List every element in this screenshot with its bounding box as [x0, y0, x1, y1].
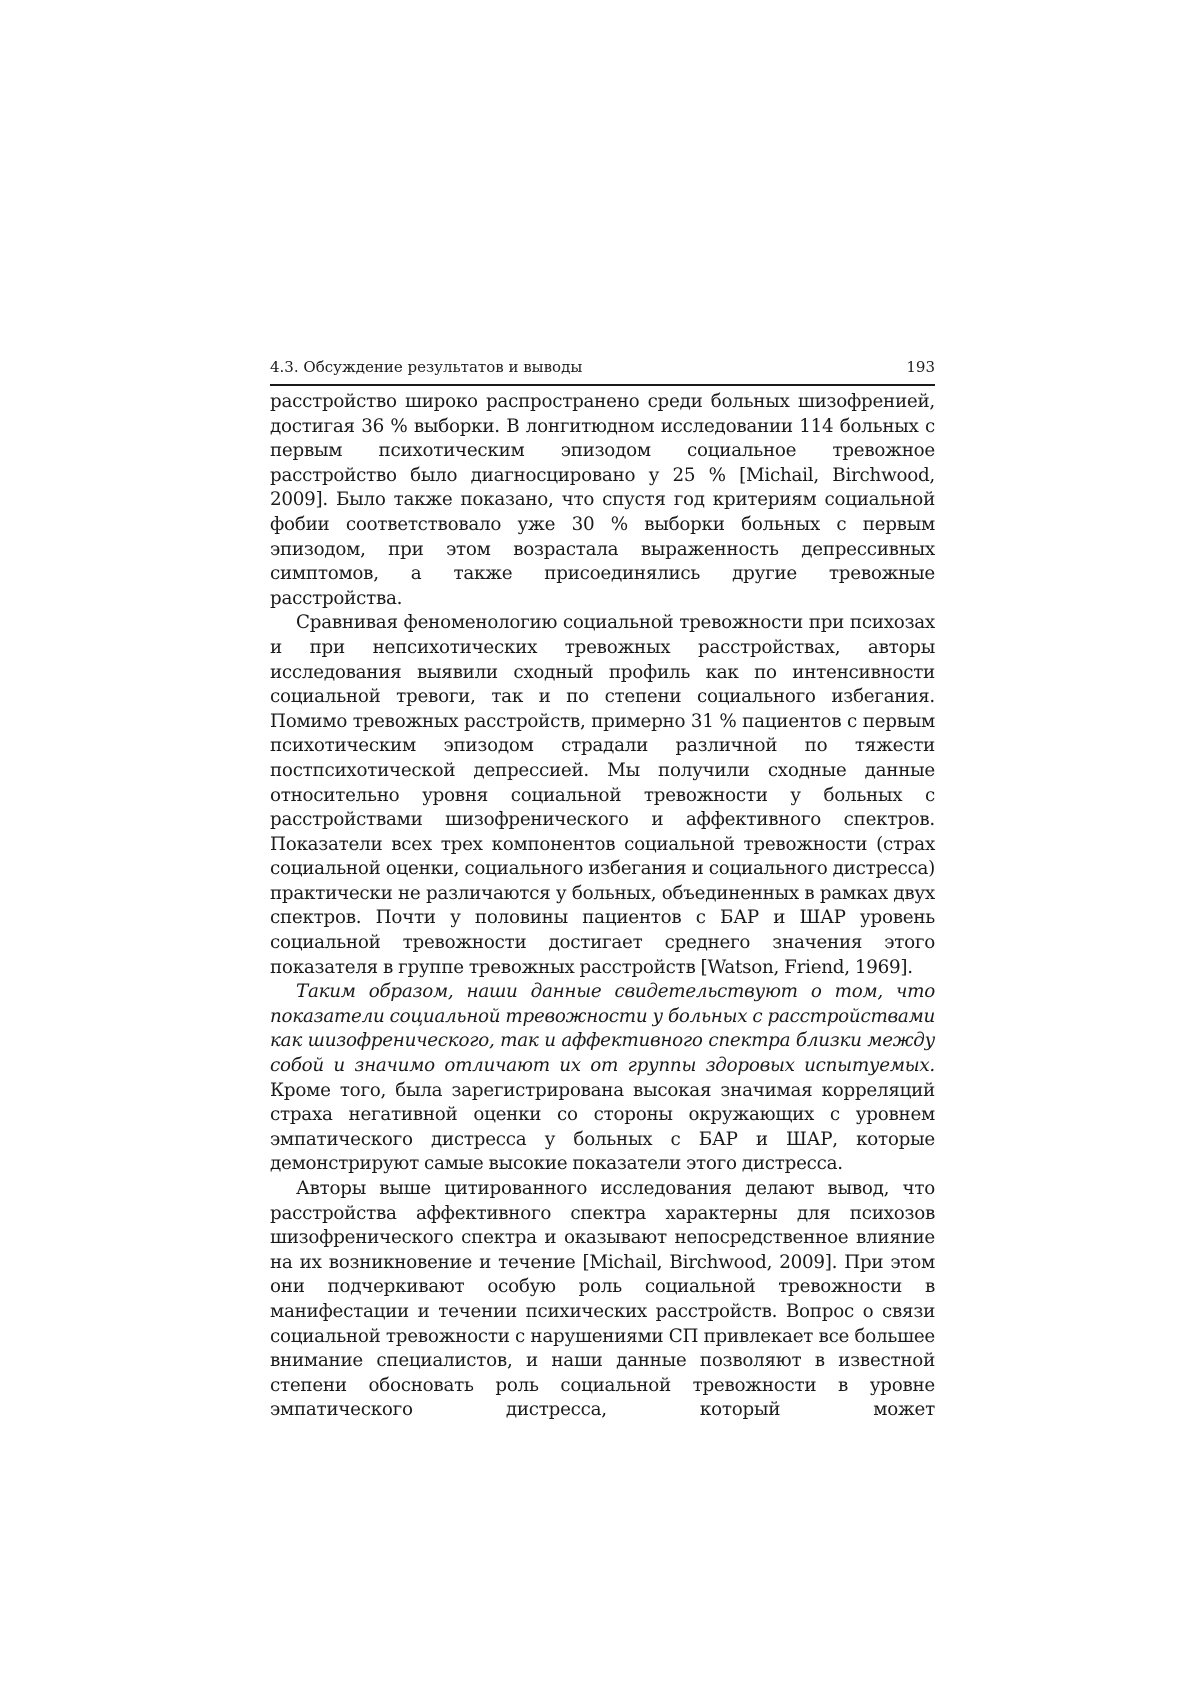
- running-header: [270, 357, 935, 386]
- paragraph-2-text: Сравнивая феноменологию социальной тревожности при психозах и при непсихотических тревожных расстройствах, авторы исследования выявили сходный профиль как по интенсивности социальной тревоги, так и по степени социального избегания. Помимо тревожных расстройств, примерно 31 % пациентов с первым психотическим эпизодом страдали различной по тяжести постпсихотической депрессией. Мы получили сходные данные относительно уровня социальной тревожности у больных с расстройствами шизофренического и аффективного спектров. Показатели всех трех компонентов социальной тревожности (страх социальной оценки, социального избегания и социального дистресса) практически не различаются у больных, объединенных в рамках двух спектров. Почти у половины пациентов с БАР и ШАР уровень социальной тревожности достигает среднего значения этого показателя в группе тревожных расстройств [Watson, Friend, 1969].: [270, 612, 935, 978]
- paragraph-3: [270, 980, 935, 1177]
- paragraph-3-text: Кроме того, была зарегистрирована высокая значимая корреляций страха негативной оценки со стороны окружающих с уровнем эмпатического дистресса у больных с БАР и ШАР, которые демонстрируют самые высокие показатели этого дистресса.: [270, 1079, 935, 1175]
- body-text: [270, 390, 935, 1423]
- section-title: 4.3. Обсуждение результатов и выводы: [270, 358, 583, 376]
- paragraph-2: [270, 611, 935, 980]
- paragraph-1: [270, 390, 935, 611]
- paragraph-4-text: Авторы выше цитированного исследования делают вывод, что расстройства аффективного спектра характерны для психозов шизофренического спектра и оказывают непосредственное влияние на их возникновение и течение [Michail, Birchwood, 2009]. При этом они подчеркивают особую роль социальной тревожности в манифестации и течении психических расстройств. Вопрос о связи социальной тревожности с нарушениями СП привлекает все большее внимание специалистов, и наши данные позволяют в известной степени обосновать роль социальной тревожности в уровне эмпатического дистресса, который может: [270, 1178, 935, 1421]
- paragraph-3-italic-conclusion: Таким образом, наши данные свидетельствуют о том, что показатели социальной тревожности у больных с расстройствами как шизофренического, так и аффективного спектра близки между собой и значимо отличают их от группы здоровых испытуемых.: [270, 981, 935, 1077]
- page-number: 193: [906, 358, 935, 376]
- paragraph-4: [270, 1177, 935, 1423]
- book-page: [270, 357, 935, 1423]
- paragraph-1-text: расстройство широко распространено среди больных шизофренией, достигая 36 % выборки. В лонгитюдном исследовании 114 больных с первым психотическим эпизодом социальное тревожное расстройство было диагносцировано у 25 % [Michail, Birchwood, 2009]. Было также показано, что спустя год критериям социальной фобии соответствовало уже 30 % выборки больных с первым эпизодом, при этом возрастала выраженность депрессивных симптомов, а также присоединялись другие тревожные расстройства.: [270, 391, 935, 609]
